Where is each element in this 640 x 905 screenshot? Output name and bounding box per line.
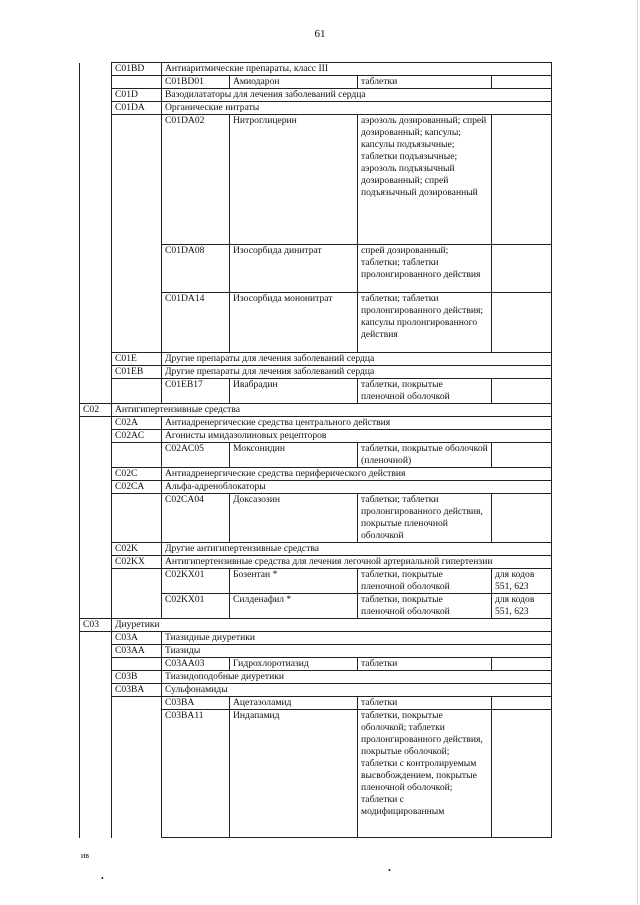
atc-subgroup-code-cell: C03BA xyxy=(112,684,162,697)
atc-code-cell: C01EB17 xyxy=(162,379,230,404)
table-row xyxy=(80,89,552,102)
table-row xyxy=(80,115,552,245)
atc-subgroup-code-cell: C02C xyxy=(112,468,162,481)
atc-subgroup-code-cell xyxy=(112,379,162,404)
drug-name-cell: Силденафил * xyxy=(230,594,358,619)
atc-subgroup-code-cell xyxy=(112,293,162,353)
table-row xyxy=(80,671,552,684)
table-row xyxy=(80,430,552,443)
atc-subgroup-code-cell xyxy=(112,658,162,671)
dosage-form-cell: таблетки; таблетки пролонгированного действия; капсулы пролонгированного действия xyxy=(358,293,492,353)
drug-name-cell: Изосорбида мононитрат xyxy=(230,293,358,353)
table-row xyxy=(80,468,552,481)
note-cell xyxy=(492,697,552,710)
atc-group-code-cell xyxy=(80,293,112,353)
atc-code-cell: C03BA xyxy=(162,697,230,710)
atc-subgroup-code-cell xyxy=(112,443,162,468)
drug-name-cell: Ацетазоламид xyxy=(230,697,358,710)
dosage-form-cell: таблетки xyxy=(358,658,492,671)
subgroup-name-cell: Сульфонамиды xyxy=(162,684,552,697)
table-row xyxy=(80,632,552,645)
drug-name-cell: Гидрохлоротиазид xyxy=(230,658,358,671)
group-name-cell: Диуретики xyxy=(112,619,552,632)
subgroup-name-cell: Антиаритмические препараты, класс III xyxy=(162,63,552,76)
atc-code-cell: C01DA08 xyxy=(162,245,230,293)
atc-group-code-cell xyxy=(80,594,112,619)
atc-group-code-cell xyxy=(80,76,112,89)
table-row xyxy=(80,658,552,671)
atc-code-cell: C01DA02 xyxy=(162,115,230,245)
atc-group-code-cell xyxy=(80,430,112,443)
table-row xyxy=(80,366,552,379)
subgroup-name-cell: Другие антигипертензивные средства xyxy=(162,543,552,556)
atc-code-cell: C03BA11 xyxy=(162,710,230,838)
atc-code-cell: C02CA04 xyxy=(162,494,230,543)
atc-group-code-cell xyxy=(80,481,112,494)
scan-edge-line xyxy=(637,0,638,905)
atc-group-code-cell xyxy=(80,379,112,404)
dosage-form-cell: таблетки, покрытые оболочкой (пленочной) xyxy=(358,443,492,468)
atc-subgroup-code-cell xyxy=(112,245,162,293)
atc-group-code-cell xyxy=(80,468,112,481)
atc-group-code-cell xyxy=(80,63,112,76)
drug-table-container xyxy=(79,62,551,838)
subgroup-name-cell: Тиазидоподобные диуретики xyxy=(162,671,552,684)
atc-subgroup-code-cell: C01DA xyxy=(112,102,162,115)
subgroup-name-cell: Альфа-адреноблокаторы xyxy=(162,481,552,494)
dosage-form-cell: таблетки; таблетки пролонгированного действия, покрытые пленочной оболочкой xyxy=(358,494,492,543)
table-row xyxy=(80,443,552,468)
note-cell xyxy=(492,379,552,404)
atc-subgroup-code-cell: C02CA xyxy=(112,481,162,494)
atc-group-code-cell xyxy=(80,102,112,115)
note-cell xyxy=(492,115,552,245)
dosage-form-cell: таблетки xyxy=(358,697,492,710)
table-row xyxy=(80,645,552,658)
note-cell: для кодов 551, 623 xyxy=(492,594,552,619)
atc-group-code-cell xyxy=(80,697,112,710)
table-row xyxy=(80,63,552,76)
dosage-form-cell: аэрозоль дозированный; спрей дозированный; капсулы; капсулы подъязычные; таблетки подъязычные; аэрозоль подъязычный дозированный; спрей подъязычный дозированный xyxy=(358,115,492,245)
subgroup-name-cell: Антиадренергические средства периферического действия xyxy=(162,468,552,481)
table-row xyxy=(80,481,552,494)
atc-code-cell: C02AC05 xyxy=(162,443,230,468)
atc-subgroup-code-cell: C03A xyxy=(112,632,162,645)
atc-subgroup-code-cell xyxy=(112,494,162,543)
footer-dot-left: • xyxy=(101,874,104,883)
drug-table xyxy=(79,62,552,838)
atc-subgroup-code-cell: C01EB xyxy=(112,366,162,379)
note-cell xyxy=(492,494,552,543)
note-cell xyxy=(492,710,552,838)
atc-group-code-cell xyxy=(80,89,112,102)
group-name-cell: Антигипертензивные средства xyxy=(112,404,552,417)
table-row xyxy=(80,619,552,632)
atc-code-cell: C03AA03 xyxy=(162,658,230,671)
table-row xyxy=(80,293,552,353)
subgroup-name-cell: Антигипертензивные средства для лечения легочной артериальной гипертензии xyxy=(162,556,552,569)
table-row xyxy=(80,102,552,115)
note-cell: для кодов 551, 623 xyxy=(492,569,552,594)
table-row xyxy=(80,245,552,293)
subgroup-name-cell: Антиадренергические средства центрального действия xyxy=(162,417,552,430)
drug-name-cell: Нитроглицерин xyxy=(230,115,358,245)
dosage-form-cell: таблетки, покрытые оболочкой; таблетки пролонгированного действия, покрытые оболочкой; таблетки с контролируемым высвобождением, покрытые пленочной оболочкой; таблетки с модифицированным xyxy=(358,710,492,838)
table-row xyxy=(80,594,552,619)
drug-name-cell: Индапамид xyxy=(230,710,358,838)
drug-name-cell: Ивабрадин xyxy=(230,379,358,404)
atc-code-cell: C01DA14 xyxy=(162,293,230,353)
atc-code-cell: C02KX01 xyxy=(162,594,230,619)
atc-code-cell: C02KX01 xyxy=(162,569,230,594)
table-row xyxy=(80,494,552,543)
drug-name-cell: Бозентан * xyxy=(230,569,358,594)
atc-group-code-cell xyxy=(80,115,112,245)
atc-group-code-cell xyxy=(80,543,112,556)
dosage-form-cell: спрей дозированный; таблетки; таблетки пролонгированного действия xyxy=(358,245,492,293)
note-cell xyxy=(492,658,552,671)
atc-group-code-cell xyxy=(80,710,112,838)
atc-group-code-cell xyxy=(80,245,112,293)
atc-subgroup-code-cell xyxy=(112,115,162,245)
drug-name-cell: Моксонидин xyxy=(230,443,358,468)
atc-group-code-cell xyxy=(80,658,112,671)
note-cell xyxy=(492,443,552,468)
atc-group-code-cell: C02 xyxy=(80,404,112,417)
subgroup-name-cell: Другие препараты для лечения заболеваний сердца xyxy=(162,366,552,379)
atc-subgroup-code-cell: C03B xyxy=(112,671,162,684)
dosage-form-cell: таблетки, покрытые пленочной оболочкой xyxy=(358,594,492,619)
table-row xyxy=(80,684,552,697)
drug-name-cell: Доксазозин xyxy=(230,494,358,543)
atc-group-code-cell xyxy=(80,556,112,569)
subgroup-name-cell: Агонисты имидазолиновых рецепторов xyxy=(162,430,552,443)
note-cell xyxy=(492,245,552,293)
atc-subgroup-code-cell: C01D xyxy=(112,89,162,102)
atc-subgroup-code-cell xyxy=(112,710,162,838)
atc-group-code-cell xyxy=(80,632,112,645)
atc-subgroup-code-cell: C02K xyxy=(112,543,162,556)
atc-subgroup-code-cell xyxy=(112,594,162,619)
subgroup-name-cell: Тиазиды xyxy=(162,645,552,658)
atc-group-code-cell xyxy=(80,569,112,594)
dosage-form-cell: таблетки xyxy=(358,76,492,89)
subgroup-name-cell: Другие препараты для лечения заболеваний сердца xyxy=(162,353,552,366)
atc-code-cell: C01BD01 xyxy=(162,76,230,89)
atc-group-code-cell xyxy=(80,684,112,697)
dosage-form-cell: таблетки, покрытые пленочной оболочкой xyxy=(358,379,492,404)
table-row xyxy=(80,569,552,594)
table-row xyxy=(80,404,552,417)
atc-subgroup-code-cell: C02KX xyxy=(112,556,162,569)
atc-group-code-cell: C03 xyxy=(80,619,112,632)
table-row xyxy=(80,417,552,430)
footer-dot-right: • xyxy=(388,866,391,875)
drug-name-cell: Изосорбида динитрат xyxy=(230,245,358,293)
atc-subgroup-code-cell: C01BD xyxy=(112,63,162,76)
atc-group-code-cell xyxy=(80,366,112,379)
atc-subgroup-code-cell: C01E xyxy=(112,353,162,366)
atc-group-code-cell xyxy=(80,645,112,658)
atc-subgroup-code-cell xyxy=(112,76,162,89)
table-row xyxy=(80,379,552,404)
note-cell xyxy=(492,76,552,89)
table-row xyxy=(80,697,552,710)
atc-group-code-cell xyxy=(80,353,112,366)
atc-subgroup-code-cell: C02AC xyxy=(112,430,162,443)
atc-subgroup-code-cell xyxy=(112,697,162,710)
table-row xyxy=(80,76,552,89)
drug-name-cell: Амиодарон xyxy=(230,76,358,89)
subgroup-name-cell: Тиазидные диуретики xyxy=(162,632,552,645)
dosage-form-cell: таблетки, покрытые пленочной оболочкой xyxy=(358,569,492,594)
page-number: 61 xyxy=(314,28,326,40)
subgroup-name-cell: Органические нитраты xyxy=(162,102,552,115)
atc-subgroup-code-cell xyxy=(112,569,162,594)
atc-subgroup-code-cell: C03AA xyxy=(112,645,162,658)
footer-mark: ив xyxy=(81,851,90,860)
table-row xyxy=(80,543,552,556)
atc-group-code-cell xyxy=(80,494,112,543)
atc-group-code-cell xyxy=(80,443,112,468)
table-row xyxy=(80,710,552,838)
subgroup-name-cell: Вазодилататоры для лечения заболеваний сердца xyxy=(162,89,552,102)
note-cell xyxy=(492,293,552,353)
table-row xyxy=(80,556,552,569)
table-row xyxy=(80,353,552,366)
atc-group-code-cell xyxy=(80,417,112,430)
atc-subgroup-code-cell: C02A xyxy=(112,417,162,430)
atc-group-code-cell xyxy=(80,671,112,684)
